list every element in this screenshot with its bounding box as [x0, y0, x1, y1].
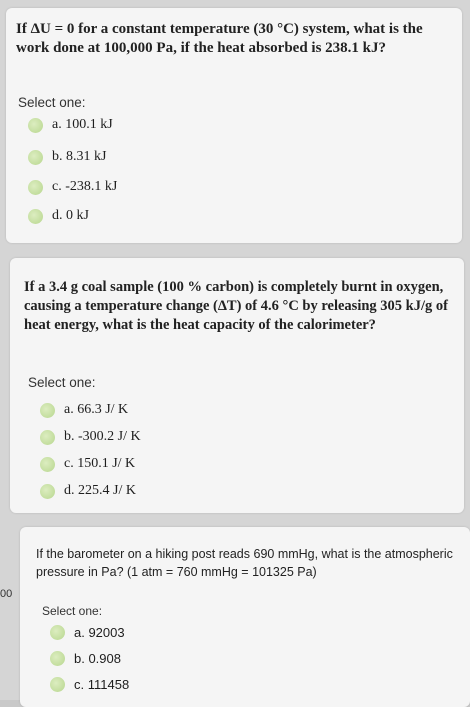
option-b[interactable]	[40, 427, 141, 447]
option-a[interactable]	[28, 115, 113, 135]
option-a[interactable]	[50, 622, 125, 642]
select-one-label: Select one:	[28, 375, 96, 390]
option-label: a. 92003	[74, 624, 125, 640]
option-label: a. 100.1 kJ	[52, 117, 113, 132]
radio-button[interactable]	[40, 403, 55, 418]
option-b[interactable]	[28, 147, 106, 167]
option-c[interactable]	[50, 674, 129, 694]
option-label: d. 225.4 J/ K	[64, 483, 136, 498]
radio-button[interactable]	[50, 625, 65, 640]
question-text: If a 3.4 g coal sample (100 % carbon) is completely burnt in oxygen, causing a temperature change (ΔT) of 4.6 °C by releasing 305 kJ/g of heat energy, what is the heat capacity of the calorimeter?	[24, 279, 448, 333]
option-label: a. 66.3 J/ K	[64, 402, 129, 417]
radio-button[interactable]	[28, 180, 43, 195]
option-label: d. 0 kJ	[52, 208, 89, 223]
radio-button[interactable]	[40, 430, 55, 445]
radio-button[interactable]	[50, 651, 65, 666]
option-a[interactable]	[40, 400, 128, 420]
question-text: If ΔU = 0 for a constant temperature (30 °C) system, what is the work done at 100,000 Pa, if the heat absorbed is 238.1 kJ?	[16, 21, 423, 56]
select-one-label: Select one:	[42, 604, 103, 618]
option-d[interactable]	[40, 481, 136, 501]
option-label: c. -238.1 kJ	[52, 179, 118, 194]
option-d[interactable]	[28, 206, 89, 226]
radio-button[interactable]	[28, 118, 43, 133]
edge-text: 00	[0, 588, 13, 600]
option-label: b. 0.908	[74, 650, 121, 666]
question-card-1	[6, 8, 462, 243]
option-label: c. 150.1 J/ K	[64, 456, 136, 471]
question-card-2	[10, 258, 464, 513]
option-c[interactable]	[40, 454, 135, 474]
option-c[interactable]	[28, 177, 117, 197]
option-b[interactable]	[50, 648, 121, 668]
option-label: c. 111458	[74, 676, 130, 692]
radio-button[interactable]	[50, 677, 65, 692]
option-label: b. 8.31 kJ	[52, 149, 107, 164]
radio-button[interactable]	[40, 484, 55, 499]
question-text: If the barometer on a hiking post reads 690 mmHg, what is the atmospheric pressure in Pa? (1 atm = 760 mmHg = 101325 Pa)	[36, 547, 453, 579]
radio-button[interactable]	[40, 457, 55, 472]
select-one-label: Select one:	[18, 95, 86, 110]
radio-button[interactable]	[28, 209, 43, 224]
radio-button[interactable]	[28, 150, 43, 165]
option-label: b. -300.2 J/ K	[64, 429, 141, 444]
question-card-3	[20, 527, 470, 707]
